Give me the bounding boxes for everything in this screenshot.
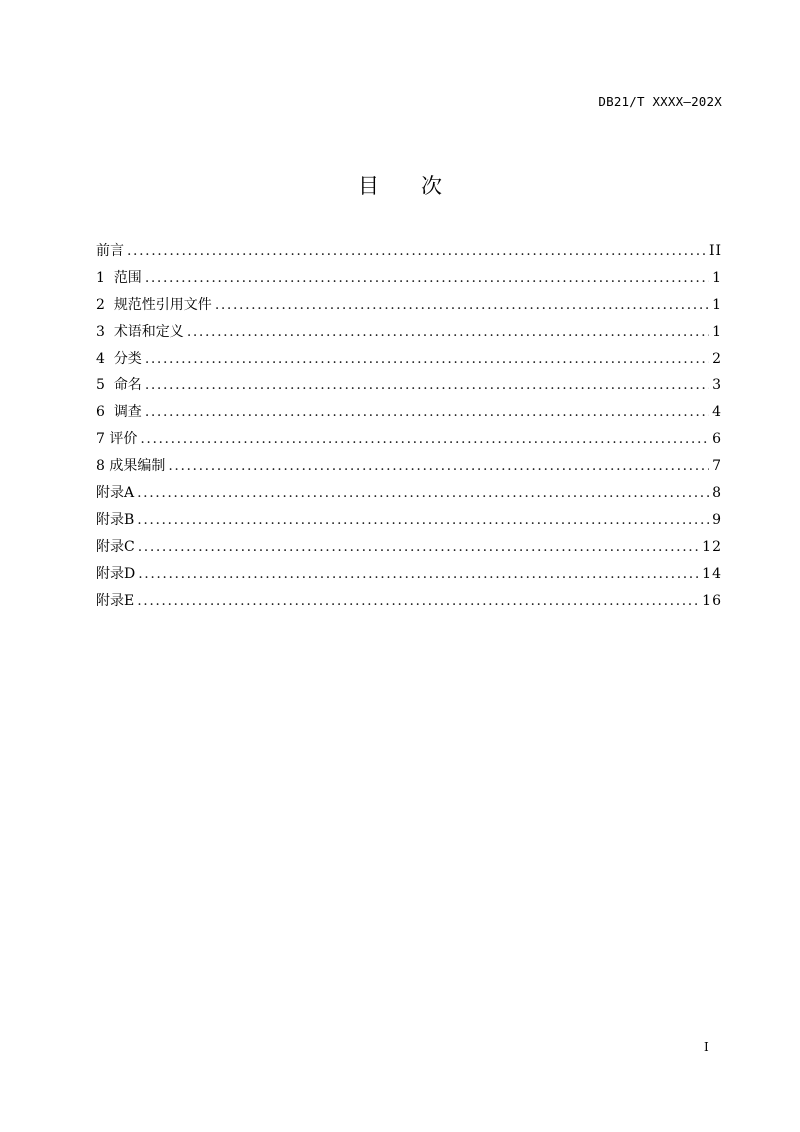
toc-entry-label: 附录B	[96, 511, 135, 528]
toc-entry-number: 3	[96, 323, 114, 340]
document-code: DB21/T XXXX—202X	[598, 94, 722, 109]
toc-entry-page: 7	[712, 458, 722, 475]
toc-entry-number: 2	[96, 296, 114, 313]
leader-dots	[137, 482, 709, 504]
toc-entry-label: 附录C	[96, 538, 135, 555]
leader-dots	[145, 267, 709, 289]
leader-dots	[138, 536, 699, 558]
toc-entry-appendix-e[interactable]	[96, 590, 722, 617]
toc-entry-number: 8	[96, 458, 110, 475]
toc-entry-number: 1	[96, 269, 114, 286]
leader-dots	[215, 294, 709, 316]
toc-title	[0, 170, 800, 200]
toc-entry-label: 评价	[109, 431, 138, 448]
toc-entry-number: 5	[96, 377, 114, 394]
toc-entry-label: 成果编制	[109, 458, 166, 475]
leader-dots	[145, 374, 709, 396]
toc-entry-page: 1	[712, 296, 722, 313]
toc-entry-label: 附录E	[96, 592, 135, 609]
toc-entry-page: 2	[712, 350, 722, 367]
toc-title-left: 目	[358, 174, 379, 198]
toc-entry-terms-definitions[interactable]	[96, 321, 722, 348]
leader-dots	[187, 321, 709, 343]
toc-entry-label: 范围	[113, 269, 142, 286]
toc-entry-number: 4	[96, 350, 114, 367]
toc-entry-page: 16	[702, 592, 722, 609]
toc-entry-appendix-d[interactable]	[96, 563, 722, 590]
toc-entry-label: 附录A	[96, 485, 135, 502]
toc-entry-label: 规范性引用文件	[113, 296, 212, 313]
leader-dots	[137, 590, 699, 612]
toc-entry-label: 术语和定义	[113, 323, 184, 340]
table-of-contents	[96, 240, 722, 616]
leader-dots	[137, 509, 709, 531]
leader-dots	[145, 401, 709, 423]
toc-title-right: 次	[421, 174, 442, 198]
toc-entry-classification[interactable]	[96, 348, 722, 375]
toc-entry-appendix-b[interactable]	[96, 509, 722, 536]
toc-entry-number: 7	[96, 431, 110, 448]
toc-entry-evaluation[interactable]	[96, 428, 722, 455]
toc-entry-label: 前言	[96, 243, 124, 259]
toc-entry-scope[interactable]	[96, 267, 722, 294]
toc-entry-page: 4	[712, 404, 722, 421]
toc-entry-appendix-c[interactable]	[96, 536, 722, 563]
toc-entry-normative-references[interactable]	[96, 294, 722, 321]
leader-dots	[127, 240, 706, 262]
toc-entry-label: 调查	[113, 404, 142, 421]
toc-entry-page: 1	[712, 323, 722, 340]
toc-entry-page: 9	[712, 511, 722, 528]
toc-entry-page: 1	[712, 269, 722, 286]
toc-entry-foreword[interactable]	[96, 240, 722, 267]
toc-entry-page: 12	[702, 538, 722, 555]
toc-entry-number: 6	[96, 404, 114, 421]
toc-entry-appendix-a[interactable]	[96, 482, 722, 509]
toc-entry-label: 分类	[113, 350, 142, 367]
toc-entry-label: 附录D	[96, 565, 136, 582]
toc-entry-page: 3	[712, 377, 722, 394]
leader-dots	[168, 455, 709, 477]
leader-dots	[145, 348, 709, 370]
page-number: I	[704, 1040, 709, 1054]
toc-entry-page: 8	[712, 485, 722, 502]
toc-entry-naming[interactable]	[96, 374, 722, 401]
leader-dots	[138, 563, 699, 585]
toc-entry-page: II	[708, 243, 722, 259]
toc-entry-label: 命名	[113, 377, 142, 394]
toc-entry-page: 6	[712, 431, 722, 448]
toc-entry-results-compilation[interactable]	[96, 455, 722, 482]
toc-entry-page: 14	[702, 565, 722, 582]
leader-dots	[140, 428, 709, 450]
toc-entry-survey[interactable]	[96, 401, 722, 428]
